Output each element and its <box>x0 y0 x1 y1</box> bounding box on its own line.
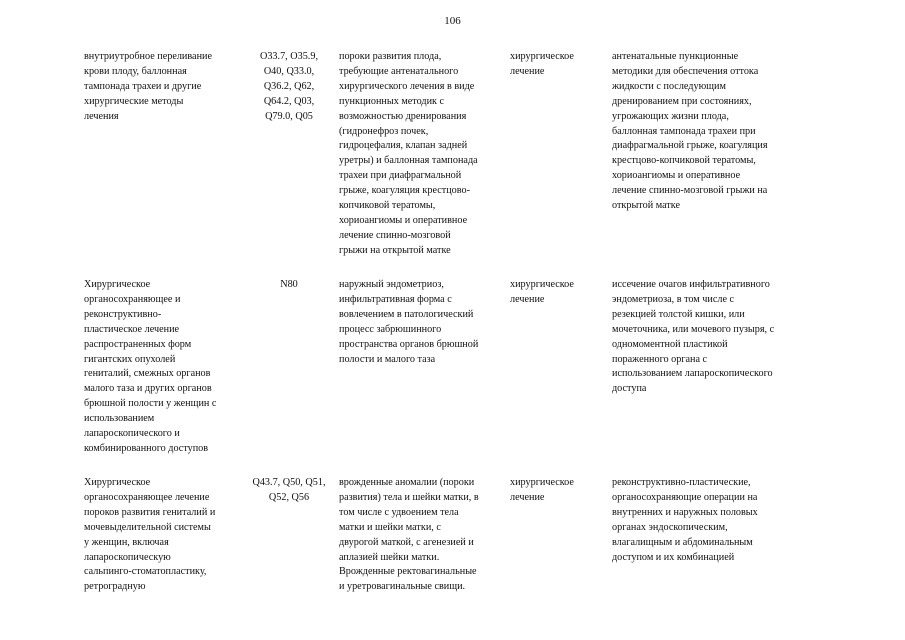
cell-icd-codes: O33.7, O35.9, O40, Q33.0, Q36.2, Q62, Q64.2, Q03, Q79.0, Q05 <box>259 51 318 122</box>
cell-patient-model: пороки развития плода, требующие антенатального хирургического лечения в виде пункционных методик с возможностью дренирования (гидронефроз почек, гидроцефалия, клапан задней уретры) и баллонная тампонада трахеи при диафрагмальной грыже, коагуляция крестцово- копчиковой тератомы, хориоангиомы и оперативное лечение спинно-мозговой грыжи на открытой матке <box>339 51 478 256</box>
cell-treatment-name: внутриутробное переливание крови плоду, баллонная тампонада трахеи и другие хирургические методы лечения <box>84 51 213 122</box>
table-row <box>84 50 814 278</box>
cell-treatment-method: иссечение очагов инфильтративного эндометриоза, в том числе с резекцией толстой кишки, или мочеточника, или мочевого пузыря, с одномоментной пластикой пораженного органа с использованием лапароскопического доступа <box>612 279 775 395</box>
treatment-table <box>84 50 814 616</box>
cell-patient-model: наружный эндометриоз, инфильтративная форма с вовлечением в патологический процесс забрюшинного пространства органов брюшной полости и малого таза <box>339 279 479 365</box>
cell-icd-codes: N80 <box>280 279 298 290</box>
cell-treatment-name: Хирургическое органосохраняющее и реконструктивно- пластическое лечение распространенных форм гигантских опухолей гениталий, смежных органов малого таза и других органов брюшной полости у женщин с использованием лапароскопического и комбинированного доступов <box>84 279 217 454</box>
cell-treatment-method: реконструктивно-пластические, органосохраняющие операции на внутренних и наружных половых органах эндоскопическим, влагалищным и абдоминальным доступом и их комбинацией <box>612 477 758 563</box>
cell-treatment-method: антенатальные пункционные методики для обеспечения оттока жидкости с последующим дренированием при состояниях, угрожающих жизни плода, баллонная тампонада трахеи при диафрагмальной грыже, коагуляция крестцово-копчиковой тератомы, хориоангиомы и оперативное лечение спинно-мозговой грыжи на открытой матке <box>612 51 768 212</box>
cell-patient-model: врожденные аномалии (пороки развития) тела и шейки матки, в том числе с удвоением тела матки и шейки матки, с двурогой маткой, с агенезией и аплазией шейки матки. Врожденные ректовагинальные и уретровагинальные свищи. <box>339 477 479 593</box>
cell-treatment-type: хирургическое лечение <box>510 279 574 305</box>
cell-treatment-type: хирургическое лечение <box>510 51 574 77</box>
table-row <box>84 278 814 476</box>
table-row <box>84 476 814 616</box>
page-number: 106 <box>444 15 461 27</box>
cell-treatment-type: хирургическое лечение <box>510 477 574 503</box>
cell-treatment-name: Хирургическое органосохраняющее лечение пороков развития гениталий и мочевыделительной системы у женщин, включая лапароскопическую сальпинго-стоматопластику, ретроградную <box>84 477 216 593</box>
cell-icd-codes: Q43.7, Q50, Q51, Q52, Q56 <box>252 477 326 503</box>
